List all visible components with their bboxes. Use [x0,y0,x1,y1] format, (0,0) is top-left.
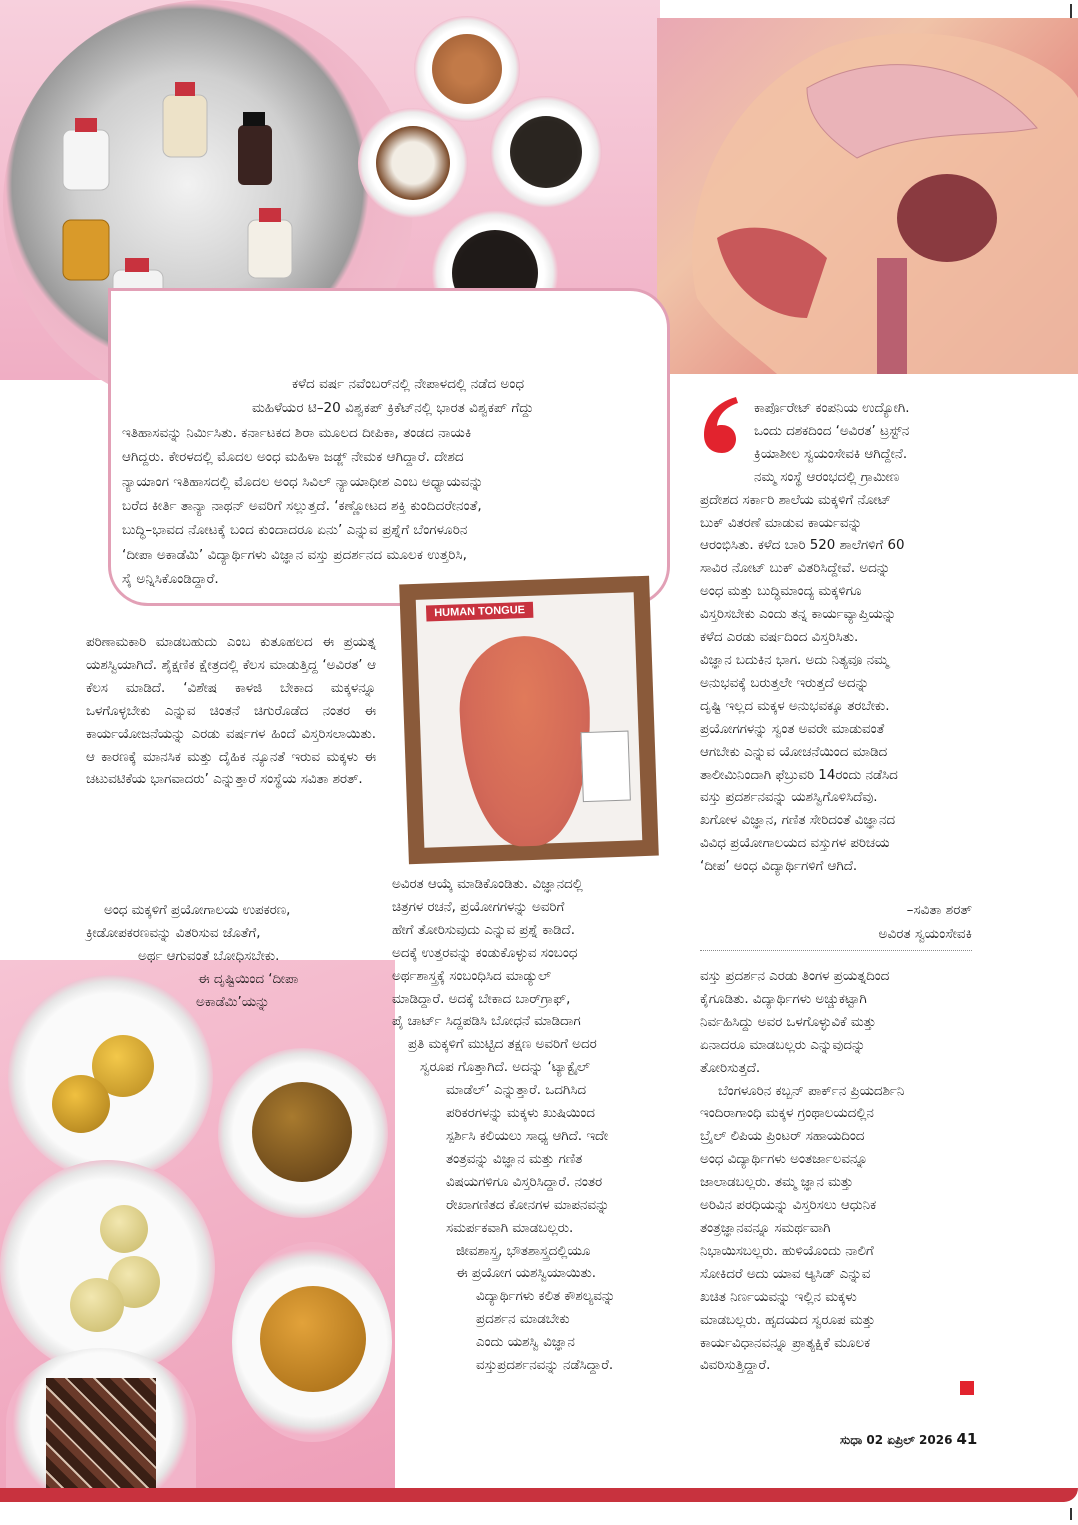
right-line-7: ಇಂದಿರಾಗಾಂಧಿ ಮಕ್ಕಳ ಗ್ರಂಥಾಲಯದಲ್ಲಿನ [700,1106,874,1122]
quote-line-13: ಅನುಭವಕ್ಕೆ ಬರುತ್ತಲೇ ಇರುತ್ತದೆ ಅದನ್ನು [700,675,870,691]
tamarind-pieces [46,1378,156,1498]
orange-fruit-bowl-photo [232,1242,392,1442]
crop-mark-top [1070,4,1072,18]
coconut [376,126,450,200]
quote-line-15: ಪ್ರಯೋಗಗಳನ್ನು ಸ್ವಂತ ಅವರೇ ಮಾಡುವಂತೆ [700,721,885,737]
quote-box-text [700,398,972,879]
bottom-red-band [0,1488,1078,1502]
seeds [510,116,582,188]
right-line-4: ಏನಾದರೂ ಮಾಡಬಲ್ಲರು ಎನ್ನುವುದನ್ನು [700,1037,866,1053]
middle-line-21: ಎಂದು ಯಶಸ್ವಿ ವಿಜ್ಞಾನ [476,1335,575,1351]
peanuts [432,34,502,104]
right-line-1: ವಸ್ತು ಪ್ರದರ್ಶನ ಎರಡು ತಿಂಗಳ ಪ್ರಯತ್ನದಿಂದ [700,969,890,984]
quote-line-7: ಆರಂಭಿಸಿತು. ಕಳೆದ ಬಾರಿ 520 ಶಾಲೆಗಳಿಗೆ 60 [700,538,905,554]
middle-line-13: ತಂತ್ರವನ್ನು ವಿಜ್ಞಾನ ಮತ್ತು ಗಣಿತ [446,1151,583,1167]
tongue-shape [457,634,594,848]
intro-line-5: ನ್ಯಾಯಾಂಗ ಇತಿಹಾಸದಲ್ಲಿ ಮೊದಲ ಅಂಧ ಸಿವಿಲ್ ನ್ಯಾಯಾಧೀಶ ಎಂಬ ಅಧ್ಯಾಯವನ್ನು [122,473,484,490]
brown-ball-bowl-photo [218,1048,388,1218]
quote-line-20: ವಿವಿಧ ಪ್ರಯೋಗಾಲಯದ ವಸ್ತುಗಳ ಪರಿಚಯ [700,836,890,852]
intro-line-4: ಆಗಿದ್ದರು. ಕೇರಳದಲ್ಲಿ ಮೊದಲ ಅಂಧ ಮಹಿಳಾ ಜಡ್ಜ್ ನೇಮಕ ಆಗಿದ್ದಾರೆ. ದೇಶದ [122,449,464,466]
column-left [86,632,376,792]
jaggery-bowl-photo [6,1348,196,1498]
section-divider [700,950,972,951]
right-line-18: ವಿವರಿಸುತ್ತಿದ್ದಾರೆ. [700,1358,771,1374]
quote-line-21: ‘ದೀಪ’ ಅಂಧ ವಿದ್ಯಾರ್ಥಿಗಳಿಗೆ ಆಗಿದೆ. [700,859,858,875]
column-right [700,966,972,1378]
middle-line-2: ಚಿತ್ರಗಳ ರಚನೆ, ಪ್ರಯೋಗಗಳನ್ನು ಅವರಿಗೆ [392,899,565,915]
quote-line-5: ಪ್ರದೇಶದ ಸರ್ಕಾರಿ ಶಾಲೆಯ ಮಕ್ಕಳಿಗೆ ನೋಟ್ [700,492,891,508]
middle-line-4: ಅದಕ್ಕೆ ಉತ್ತರವನ್ನು ಕಂಡುಕೊಳ್ಳುವ ಸಂಬಂಧ [392,945,578,961]
quote-line-16: ಆಗಬೇಕು ಎನ್ನುವ ಯೋಚನೆಯಿಂದ ಮಾಡಿದ [700,744,888,760]
right-line-15: ಖಚಿತ ನಿರ್ಣಯವನ್ನು ಇಲ್ಲಿನ ಮಕ್ಕಳು [700,1289,857,1305]
intro-line-1: ಕಳೆದ ವರ್ಷ ನವೆಂಬರ್‌ನಲ್ಲಿ ನೇಪಾಳದಲ್ಲಿ ನಡೆದ ಅಂಧ [292,376,525,392]
middle-line-5: ಅರ್ಥಶಾಸ್ತ್ರಕ್ಕೆ ಸಂಬಂಧಿಸಿದ ಮಾಡ್ಯುಲ್ [392,968,552,984]
right-line-17: ಕಾರ್ಯವಿಧಾನವನ್ನೂ ಪ್ರಾತ್ಯಕ್ಷಿಕೆ ಮೂಲಕ [700,1335,871,1351]
quote-byline [700,898,972,946]
left-para-1: ಪರಿಣಾಮಕಾರಿ ಮಾಡಬಹುದು ಎಂಬ ಕುತೂಹಲದ ಈ ಪ್ರಯತ್ನ ಯಶಸ್ವಿಯಾಗಿದೆ. ಶೈಕ್ಷಣಿಕ ಕ್ಷೇತ್ರದಲ್ಲಿ ಕೆಲಸ ಮಾಡುತ್ತಿದ್ದ ‘ಅವಿರತ’ ಆ ಕೆಲಸ ಮಾಡಿದೆ. ‘ವಿಶೇಷ ಕಾಳಜಿ ಬೇಕಾದ ಮಕ್ಕಳನ್ನೂ ಒಳಗೊಳ್ಳಬೇಕು ಎನ್ನುವ ಚಿಂತನೆ ಚಿಗುರೊಡೆದ ನಂತರ ಈ ಕಾರ್ಯಯೋಜನೆಯನ್ನು ಎರಡು ವರ್ಷಗಳ ಹಿಂದೆ ವಿಸ್ತರಿಸಲಾಯಿತು. ಆ ಕಾರಣಕ್ಕೆ ಮಾನಸಿಕ ಮತ್ತು ದೈಹಿಕ ನ್ಯೂನತೆ ಇರುವ ಮಕ್ಕಳು ಈ ಚಟುವಟಿಕೆಯ ಭಾಗವಾದರು’ ಎನ್ನುತ್ತಾರೆ ಸಂಸ್ಥೆಯ ಸವಿತಾ ಶರತ್. [86,635,376,788]
head-crosssection-illustration [657,18,1078,374]
human-head-model-photo [657,18,1078,374]
middle-line-6: ಮಾಡಿದ್ದಾರೆ. ಅದಕ್ಕೆ ಬೇಕಾದ ಬಾರ್‌ಗ್ರಾಫ್, [392,991,571,1007]
quote-line-6: ಬುಕ್ ವಿತರಣೆ ಮಾಡುವ ಕಾರ್ಯವನ್ನು [700,515,863,531]
middle-line-3: ಹೇಗೆ ತೋರಿಸುವುದು ಎನ್ನುವ ಪ್ರಶ್ನೆ ಕಾಡಿದೆ. [392,922,575,938]
end-of-article-mark [960,1381,974,1395]
quote-line-12: ವಿಜ್ಞಾನ ಬದುಕಿನ ಭಾಗ. ಅದು ನಿತ್ಯವೂ ನಮ್ಮ [700,652,889,668]
right-line-11: ಅರಿವಿನ ಪರಧಿಯನ್ನು ವಿಸ್ತರಿಸಲು ಆಧುನಿಕ [700,1198,877,1214]
right-line-9: ಅಂಧ ವಿದ್ಯಾರ್ಥಿಗಳು ಅಂತರ್ಜಾಲವನ್ನೂ [700,1152,868,1168]
quote-line-17: ತಾಲೀಮಿನಿಂದಾಗಿ ಫೆಬ್ರುವರಿ 14ರಂದು ನಡೆಸಿದ [700,767,898,783]
left-p2-line-2: ಕ್ರೀಡೋಪಕರಣವನ್ನು ವಿತರಿಸುವ ಜೊತೆಗೆ, [86,925,261,941]
quote-line-19: ಖಗೋಳ ವಿಜ್ಞಾನ, ಗಣಿತ ಸೇರಿದಂತೆ ವಿಜ್ಞಾನದ [700,813,896,829]
middle-line-12: ಸ್ಪರ್ಶಿಸಿ ಕಲಿಯಲು ಸಾಧ್ಯ ಆಗಿದೆ. ಇದೇ [446,1128,609,1144]
right-line-12: ತಂತ್ರಜ್ಞಾನವನ್ನೂ ಸಮರ್ಥವಾಗಿ [700,1220,831,1236]
magazine-issue: ಸುಧಾ 02 ಏಪ್ರಿಲ್ 2026 [840,1433,953,1447]
quote-line-8: ಸಾವಿರ ನೋಟ್ ಬುಕ್ ವಿತರಿಸಿದ್ದೇವೆ. ಅದನ್ನು [700,561,891,577]
quote-author: –ಸವಿತಾ ಶರತ್ [906,902,972,918]
column-middle [392,874,670,1378]
middle-line-1: ಅವಿರತ ಆಯ್ಕೆ ಮಾಡಿಕೊಂಡಿತು. ವಿಜ್ಞಾನದಲ್ಲಿ [392,877,583,892]
intro-line-6: ಬರೆದ ಕೀರ್ತಿ ತಾನ್ಯಾ ನಾಥನ್ ಅವರಿಗೆ ಸಲ್ಲುತ್ತದೆ. ‘ಕಣ್ಣೋಟದ ಶಕ್ತಿ ಕುಂದಿದರೇನಂತೆ, [122,498,482,515]
quote-line-3: ಕ್ರಿಯಾಶೀಲ ಸ್ವಯಂಸೇವಕಿ ಆಗಿದ್ದೇನೆ. [754,446,908,462]
brown-ball [252,1082,352,1182]
left-p2-line-5: ಅಕಾಡೆಮಿ’ಯನ್ನು [196,994,270,1010]
right-line-14: ಸೋಕಿದರೆ ಅದು ಯಾವ ಆ್ಯಸಿಡ್ ಎನ್ನುವ [700,1266,871,1282]
middle-line-17: ಜೀವಶಾಸ್ತ್ರ, ಭೌತಶಾಸ್ತ್ರದಲ್ಲಿಯೂ [456,1243,591,1259]
quote-author-role: ಅವಿರತ ಸ್ವಯಂಸೇವಕಿ [878,926,972,942]
left-p2-line-1: ಅಂಧ ಮಕ್ಕಳಿಗೆ ಪ್ರಯೋಗಾಲಯ ಉಪಕರಣ, [104,903,291,918]
intro-text [122,372,652,592]
quote-line-2: ಒಂದು ದಶಕದಿಂದ ‘ಅವಿರತ’ ಟ್ರಸ್ಟ್‌ನ [754,423,910,439]
tongue-model-label: HUMAN TONGUE [426,602,533,622]
left-p2-line-4: ಈ ದೃಷ್ಟಿಯಿಂದ ‘ದೀಪಾ [198,971,299,987]
middle-line-22: ವಸ್ತುಪ್ರದರ್ಶನವನ್ನು ನಡೆಸಿದ್ದಾರೆ. [476,1358,614,1374]
middle-line-8: ಪ್ರತಿ ಮಕ್ಕಳಿಗೆ ಮುಟ್ಟಿದ ತಕ್ಷಣ ಅವರಿಗೆ ಅದರ [408,1037,597,1053]
tongue-model-board [416,592,643,847]
right-line-10: ಜಾಲಾಡಬಲ್ಲರು. ತಮ್ಮ ಜ್ಞಾನ ಮತ್ತು [700,1175,854,1191]
right-line-3: ನಿರ್ವಹಿಸಿದ್ದು ಅವರ ಒಳಗೊಳ್ಳುವಿಕೆ ಮತ್ತು [700,1014,877,1030]
middle-line-10: ಮಾಡೆಲ್’ ಎನ್ನುತ್ತಾರೆ. ಒದಗಿಸಿದ [446,1083,586,1099]
middle-line-16: ಸಮರ್ಪಕವಾಗಿ ಮಾಡಬಲ್ಲರು. [446,1220,574,1236]
quote-line-4: ನಮ್ಮ ಸಂಸ್ಥೆ ಆರಂಭದಲ್ಲಿ ಗ್ರಾಮೀಣ [754,469,900,485]
middle-line-14: ವಿಷಯಗಳಿಗೂ ವಿಸ್ತರಿಸಿದ್ದಾರೆ. ನಂತರ [446,1174,603,1190]
tongue-legend-card [580,731,630,803]
middle-line-7: ಪೈ ಚಾರ್ಟ್ ಸಿದ್ದಪಡಿಸಿ ಬೋಧನೆ ಮಾಡಿದಾಗ [392,1014,581,1030]
left-p2-line-3: ಅರ್ಥ ಆಗುವಂತೆ ಬೋಧಿಸಬೇಕು. [138,948,280,964]
right-line-2: ಕೈಗೂಡಿತು. ವಿದ್ಯಾರ್ಥಿಗಳು ಅಚ್ಚುಕಟ್ಟಾಗಿ [700,991,867,1007]
intro-line-3: ಇತಿಹಾಸವನ್ನು ನಿರ್ಮಿಸಿತು. ಕರ್ನಾಟಕದ ಶಿರಾ ಮೂಲದ ದೀಪಿಕಾ, ತಂಡದ ನಾಯಕಿ [122,424,472,441]
middle-line-11: ಪರಿಕರಗಳನ್ನು ಮಕ್ಕಳು ಖುಷಿಯಿಂದ [446,1106,595,1122]
right-line-16: ಮಾಡಬಲ್ಲರು. ಹೃದಯದ ಸ್ವರೂಪ ಮತ್ತು [700,1312,876,1328]
lemons-bowl-photo [8,975,213,1180]
quote-line-10: ವಿಸ್ತರಿಸಬೇಕು ಎಂದು ತನ್ನ ಕಾರ್ಯವ್ಯಾಪ್ತಿಯನ್ನು [700,607,897,623]
middle-line-19: ವಿದ್ಯಾರ್ಥಿಗಳು ಕಲಿತ ಕೌಶಲ್ಯವನ್ನು [476,1289,616,1305]
middle-line-20: ಪ್ರದರ್ಶನ ಮಾಡಬೇಕು [476,1312,570,1328]
gooseberry [100,1205,148,1253]
quote-line-9: ಅಂಧ ಮತ್ತು ಬುದ್ಧಿಮಾಂದ್ಯ ಮಕ್ಕಳಿಗೂ [700,584,862,600]
orange-fruit [260,1286,366,1392]
page-number: 41 [956,1430,978,1448]
right-line-13: ನಿಭಾಯಿಸಬಲ್ಲರು. ಹುಳಿಯೊಂದು ನಾಲಿಗೆ [700,1243,874,1259]
right-line-5: ತೋರಿಸುತ್ತದೆ. [700,1060,761,1076]
middle-line-9: ಸ್ವರೂಪ ಗೊತ್ತಾಗಿದೆ. ಅದನ್ನು ‘ಟ್ಯಾಕ್ಟೈಲ್ [420,1060,590,1076]
lemon [52,1075,110,1133]
crop-mark-bottom [1070,1508,1072,1520]
intro-line-8: ‘ದೀಪಾ ಅಕಾಡೆಮಿ’ ವಿದ್ಯಾರ್ಥಿಗಳು ವಿಜ್ಞಾನ ವಸ್ತು ಪ್ರದರ್ಶನದ ಮೂಲಕ ಉತ್ತರಿಸಿ, [122,546,467,563]
human-tongue-model-photo [399,576,659,865]
quote-line-1: ಕಾರ್ಪೊರೇಟ್ ಕಂಪನಿಯ ಉದ್ಯೋಗಿ. [754,401,910,416]
right-line-8: ಬ್ರೈಲ್ ಲಿಪಿಯ ಪ್ರಿಂಟರ್ ಸಹಾಯದಿಂದ [700,1129,865,1145]
intro-line-2: ಮಹಿಳೆಯರ ಟಿ–20 ವಿಶ್ವಕಪ್ ಕ್ರಿಕೆಟ್‌ನಲ್ಲಿ ಭಾರತ ವಿಶ್ವಕಪ್ ಗೆದ್ದು [252,400,534,417]
right-line-6: ಬೆಂಗಳೂರಿನ ಕಬ್ಬನ್ ಪಾರ್ಕ್‌ನ ಪ್ರಿಯದರ್ಶಿನಿ [718,1083,905,1099]
intro-line-7: ಬುದ್ಧಿ–ಭಾವದ ನೋಟಕ್ಕೆ ಬಂದ ಕುಂದಾದರೂ ಏನು’ ಎನ್ನುವ ಪ್ರಶ್ನೆಗೆ ಬೆಂಗಳೂರಿನ [122,522,468,539]
intro-line-9: ಸೈ ಅನ್ನಿಸಿಕೊಂಡಿದ್ದಾರೆ. [122,571,219,588]
gooseberries-bowl-photo [0,1160,215,1375]
quote-line-14: ದೃಷ್ಟಿ ಇಲ್ಲದ ಮಕ್ಕಳ ಅನುಭವಕ್ಕೂ ತರಬೇಕು. [700,698,890,714]
quote-line-11: ಕಳೆದ ಎರಡು ವರ್ಷದಿಂದ ವಿಸ್ತರಿಸಿತು. [700,630,859,646]
quote-line-18: ವಸ್ತು ಪ್ರದರ್ಶನವನ್ನು ಯಶಸ್ವಿಗೊಳಿಸಿದೆವು. [700,790,878,806]
gooseberry [70,1278,124,1332]
page-footer [840,1430,977,1448]
middle-line-18: ಈ ಪ್ರಯೋಗ ಯಶಸ್ವಿಯಾಯಿತು. [456,1266,596,1282]
middle-line-15: ರೇಖಾಗಣಿತದ ಕೋನಗಳ ಮಾಪನವನ್ನು [446,1197,610,1213]
